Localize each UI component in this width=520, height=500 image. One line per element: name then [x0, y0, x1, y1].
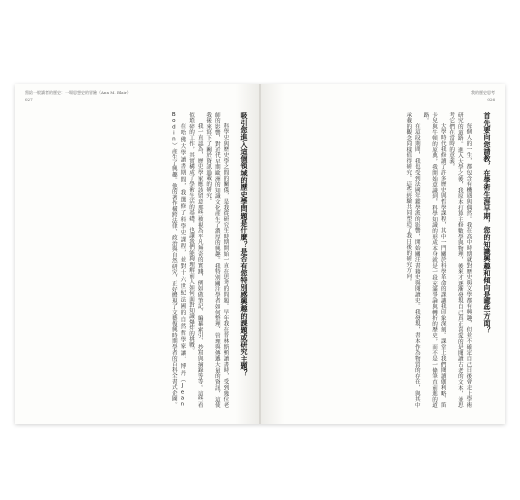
right-text-block — [276, 112, 491, 408]
open-book — [15, 84, 505, 424]
book-gutter — [259, 84, 261, 424]
left-page — [15, 84, 260, 424]
left-page-number: 027 — [25, 97, 33, 102]
right-paragraph: 每個人的一生，都包含有機遇與偶然。我在高中時期就對歷史與文學都有興趣，但並不確定自己日後會走上學術研究的道路。進入大學之後，我原本打算主修數學與物理，後來才逐漸發現自己真正喜愛的是閱讀古老的文本，並思考它們在當時的意義。 — [448, 112, 472, 408]
left-section-heading: 吸引您進入這個領域的歷史學問題是什麼？是否有您特別感興趣的課題或研究主題？ — [240, 112, 248, 377]
right-section-heading: 首先要向您請教，在學術生涯早期，您的知識興趣和傾向是哪些方面？ — [483, 112, 491, 334]
right-page-number: 026 — [487, 97, 495, 102]
left-paragraph: 我一直認為，歷史學家應該留意那些被視為平凡無奇的實踐，例如做筆記、編纂索引、抄寫與摘錄等等。這些看似瑣碎的工作，其實構成了學術生活的基礎，也讓我們能夠理解前人如何面對知識爆炸的挑戰。 — [188, 112, 203, 408]
right-paragraph: 大學時代我修讀了許多歷史與哲學課程，其中一門關於科學革命的課讓我印象深刻。課堂上我們閱讀伽利略、笛卡兒與牛頓的原典，我開始意識到，科學知識的形成本身就是一段充滿爭論與轉折的歷史，而不是一條筆直前進的道路。 — [422, 112, 446, 408]
right-page — [260, 84, 505, 424]
right-paragraph: 在這段期間，我也受到法國年鑑學派的影響，開始關注書籍史與閱讀史。我發現，書本作為物質的存在，與其中承載的觀念同樣值得研究。這些經驗共同塑造了我日後的研究方向。 — [405, 112, 420, 408]
right-running-head: 我的歷史思考 — [471, 90, 495, 95]
left-text-block — [30, 112, 248, 408]
left-paragraph: 科學史與歷史學之間的關係，是我從研究生時期開始一直在思考的問題。早年我在普林斯頓讀書時，受到幾位老師的影響，對近代早期歐洲的知識文化產生了濃厚的興趣。我特別關注學者如何整理、管理與傳遞大量的資訊，這使我後來寫下了關於資訊過載的研究。 — [205, 112, 229, 408]
left-paragraph: 在哈佛大學讀書期間，我選修了科學史課程，並對十六世紀法國的自然哲學家讓．博丹（Jean Bodin）產生了興趣。他的著作橫跨法律、政治與自然研究，正好體現了文藝復興時期學者的百科全書式企圖。 — [170, 112, 186, 408]
left-running-head: 寫給一般讀者的歷史：一場思想史的冒險（Ann M. Blair） — [25, 90, 131, 95]
